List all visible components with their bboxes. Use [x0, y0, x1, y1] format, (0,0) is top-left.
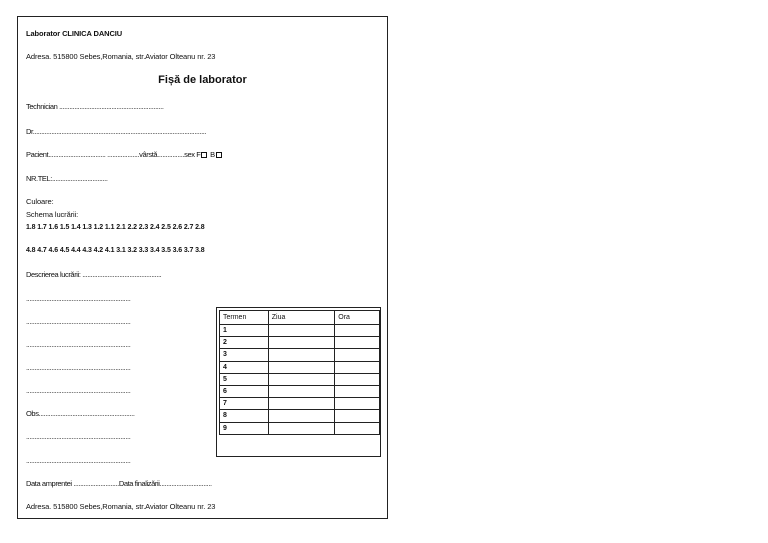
lab-name: Laborator CLINICA DANCIU [26, 29, 123, 38]
teeth-lower-row: 4.8 4.7 4.6 4.5 4.4 4.3 4.2 4.1 3.1 3.2 3.3 3.4 3.5 3.6 3.7 3.8 [26, 247, 205, 254]
table-row [220, 373, 380, 385]
table-row [220, 361, 380, 373]
ziua-cell [268, 385, 334, 397]
phone-field: NR.TEL:................................. [26, 174, 108, 183]
ziua-cell [268, 410, 334, 422]
teeth-upper-row: 1.8 1.7 1.6 1.5 1.4 1.3 1.2 1.1 2.1 2.2 2.3 2.4 2.5 2.6 2.7 2.8 [26, 224, 205, 231]
sex-b-checkbox[interactable] [216, 152, 222, 158]
table-row [220, 349, 380, 361]
patient-field-text: Pacient.................................. ...................vârstă................sex F [26, 150, 201, 159]
blank-line: .............................................................. [26, 456, 131, 465]
blank-line: .............................................................. [26, 340, 131, 349]
table-row [220, 410, 380, 422]
blank-line: .............................................................. [26, 432, 131, 441]
blank-line: .............................................................. [26, 294, 131, 303]
doctor-field: Dr....................................................................................................... [26, 127, 207, 136]
blank-line: .............................................................. [26, 317, 131, 326]
table-row [220, 337, 380, 349]
schema-label: Schema lucrării: [26, 210, 79, 219]
header-ora: Ora [335, 311, 380, 325]
description-field: Descrierea lucrării: ............................................... [26, 270, 162, 279]
ora-cell [335, 337, 380, 349]
ora-cell [335, 422, 380, 434]
ziua-cell [268, 361, 334, 373]
ziua-cell [268, 349, 334, 361]
ziua-cell [268, 398, 334, 410]
termen-cell: 1 [220, 325, 269, 337]
technician-field: Technician .............................................................. [26, 102, 164, 111]
lab-form-page [17, 16, 388, 519]
footer-address: Adresa. 515800 Sebes,Romania, str.Aviator Olteanu nr. 23 [26, 502, 216, 511]
ziua-cell [268, 337, 334, 349]
color-label: Culoare: [26, 197, 54, 206]
termen-cell: 7 [220, 398, 269, 410]
table-row [220, 422, 380, 434]
termen-cell: 4 [220, 361, 269, 373]
blank-line: .............................................................. [26, 386, 131, 395]
ora-cell [335, 373, 380, 385]
header-termen: Termen [220, 311, 269, 325]
dates-field: Data amprentei ...........................Data finalizării............................... [26, 479, 212, 488]
table-row [220, 325, 380, 337]
termen-cell: 2 [220, 337, 269, 349]
termen-cell: 5 [220, 373, 269, 385]
table-row [220, 398, 380, 410]
ziua-cell [268, 422, 334, 434]
ora-cell [335, 361, 380, 373]
termen-cell: 3 [220, 349, 269, 361]
blank-line: .............................................................. [26, 363, 131, 372]
ziua-cell [268, 325, 334, 337]
obs-field: Obs......................................................... [26, 409, 135, 418]
ora-cell [335, 385, 380, 397]
termen-cell: 8 [220, 410, 269, 422]
lab-address: Adresa. 515800 Sebes,Romania, str.Aviator Olteanu nr. 23 [26, 52, 216, 61]
schedule-table-frame [216, 307, 381, 457]
ora-cell [335, 325, 380, 337]
sex-b-label: B [208, 150, 215, 159]
schedule-table [219, 310, 380, 435]
table-header-row [220, 311, 380, 325]
termen-cell: 9 [220, 422, 269, 434]
table-row [220, 385, 380, 397]
ora-cell [335, 349, 380, 361]
sex-f-checkbox[interactable] [201, 152, 207, 158]
patient-field [26, 150, 223, 159]
header-ziua: Ziua [268, 311, 334, 325]
ora-cell [335, 410, 380, 422]
termen-cell: 6 [220, 385, 269, 397]
page-title: Fișă de laborator [158, 74, 247, 86]
ziua-cell [268, 373, 334, 385]
ora-cell [335, 398, 380, 410]
